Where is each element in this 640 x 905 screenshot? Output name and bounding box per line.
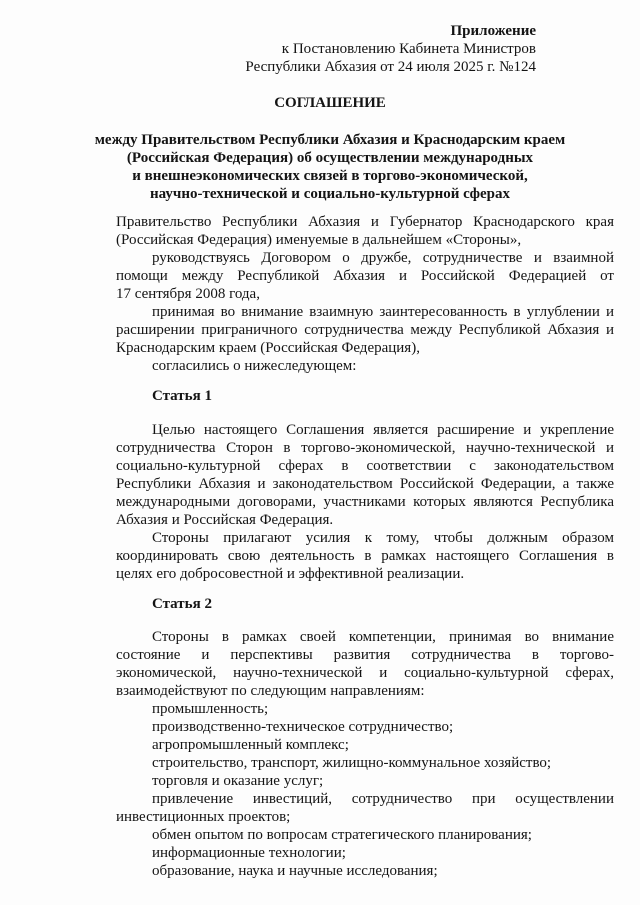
list-item: агропромышленный комплекс;: [152, 737, 349, 753]
preamble-line: (Российская Федерация) именуемые в дальнейшем «Стороны»,: [116, 232, 522, 248]
article-1-line: координировать свою деятельность в рамках настоящего Соглашения в: [116, 548, 614, 564]
preamble-line: 17 сентября 2008 года,: [116, 286, 260, 302]
article-2-heading: Статья 2: [152, 596, 212, 612]
subtitle-line: (Российская Федерация) об осуществлении международных: [126, 150, 534, 166]
document-title: СОГЛАШЕНИЕ: [274, 95, 386, 111]
list-item-continuation: инвестиционных проектов;: [116, 809, 291, 825]
appendix-line-2: Республики Абхазия от 24 июля 2025 г. №124: [245, 59, 536, 75]
article-1-line: сотрудничества Сторон в торгово-экономической, научно-технической и: [116, 440, 614, 456]
article-1-line: Республики Абхазия и законодательством Российской Федерации, а также: [116, 476, 614, 492]
article-1-line: Абхазия и Российская Федерация.: [116, 512, 334, 528]
article-2-line: взаимодействуют по следующим направлениям:: [116, 683, 425, 699]
preamble-line: помощи между Республикой Абхазия и Российской Федерацией от: [116, 268, 614, 284]
article-2-line: Стороны в рамках своей компетенции, принимая во внимание: [152, 629, 614, 645]
subtitle-line: и внешнеэкономических связей в торгово-экономической,: [132, 168, 528, 184]
article-1-line: Стороны прилагают усилия к тому, чтобы должным образом: [152, 530, 614, 546]
article-2-line: состояние и перспективы развития сотрудничества в торгово-: [116, 647, 614, 663]
list-item: образование, наука и научные исследования;: [152, 863, 438, 879]
list-item: промышленность;: [152, 701, 269, 717]
preamble-line: согласились о нижеследующем:: [152, 358, 357, 374]
article-2-line: экономической, научно-технической и социально-культурной сферах,: [116, 665, 614, 681]
list-item: торговля и оказание услуг;: [152, 773, 324, 789]
article-1-line: международными договорами, участниками которых являются Республика: [116, 494, 614, 510]
list-item: привлечение инвестиций, сотрудничество при осуществлении: [152, 791, 614, 807]
article-1-heading: Статья 1: [152, 388, 212, 404]
subtitle-line: между Правительством Республики Абхазия и Краснодарским краем: [94, 132, 566, 148]
list-item: обмен опытом по вопросам стратегического планирования;: [152, 827, 532, 843]
preamble-line: расширении приграничного сотрудничества между Республикой Абхазия и: [116, 322, 614, 338]
article-1-line: целях его добросовестной и эффективной реализации.: [116, 566, 465, 582]
list-item: информационные технологии;: [152, 845, 346, 861]
subtitle-line: научно-технической и социально-культурной сферах: [150, 186, 510, 202]
article-1-line: социально-культурной сферах в соответствии с законодательством: [116, 458, 614, 474]
list-item: производственно-техническое сотрудничество;: [152, 719, 454, 735]
appendix-title: Приложение: [450, 23, 536, 39]
list-item: строительство, транспорт, жилищно-коммунальное хозяйство;: [152, 755, 552, 771]
appendix-line-1: к Постановлению Кабинета Министров: [281, 41, 536, 57]
preamble-line: принимая во внимание взаимную заинтересованность в углублении и: [152, 304, 614, 320]
article-1-line: Целью настоящего Соглашения является расширение и укрепление: [152, 422, 614, 438]
preamble-line: Правительство Республики Абхазия и Губернатор Краснодарского края: [116, 214, 614, 230]
preamble-line: Краснодарским краем (Российская Федерация),: [116, 340, 420, 356]
preamble-line: руководствуясь Договором о дружбе, сотрудничестве и взаимной: [152, 250, 614, 266]
